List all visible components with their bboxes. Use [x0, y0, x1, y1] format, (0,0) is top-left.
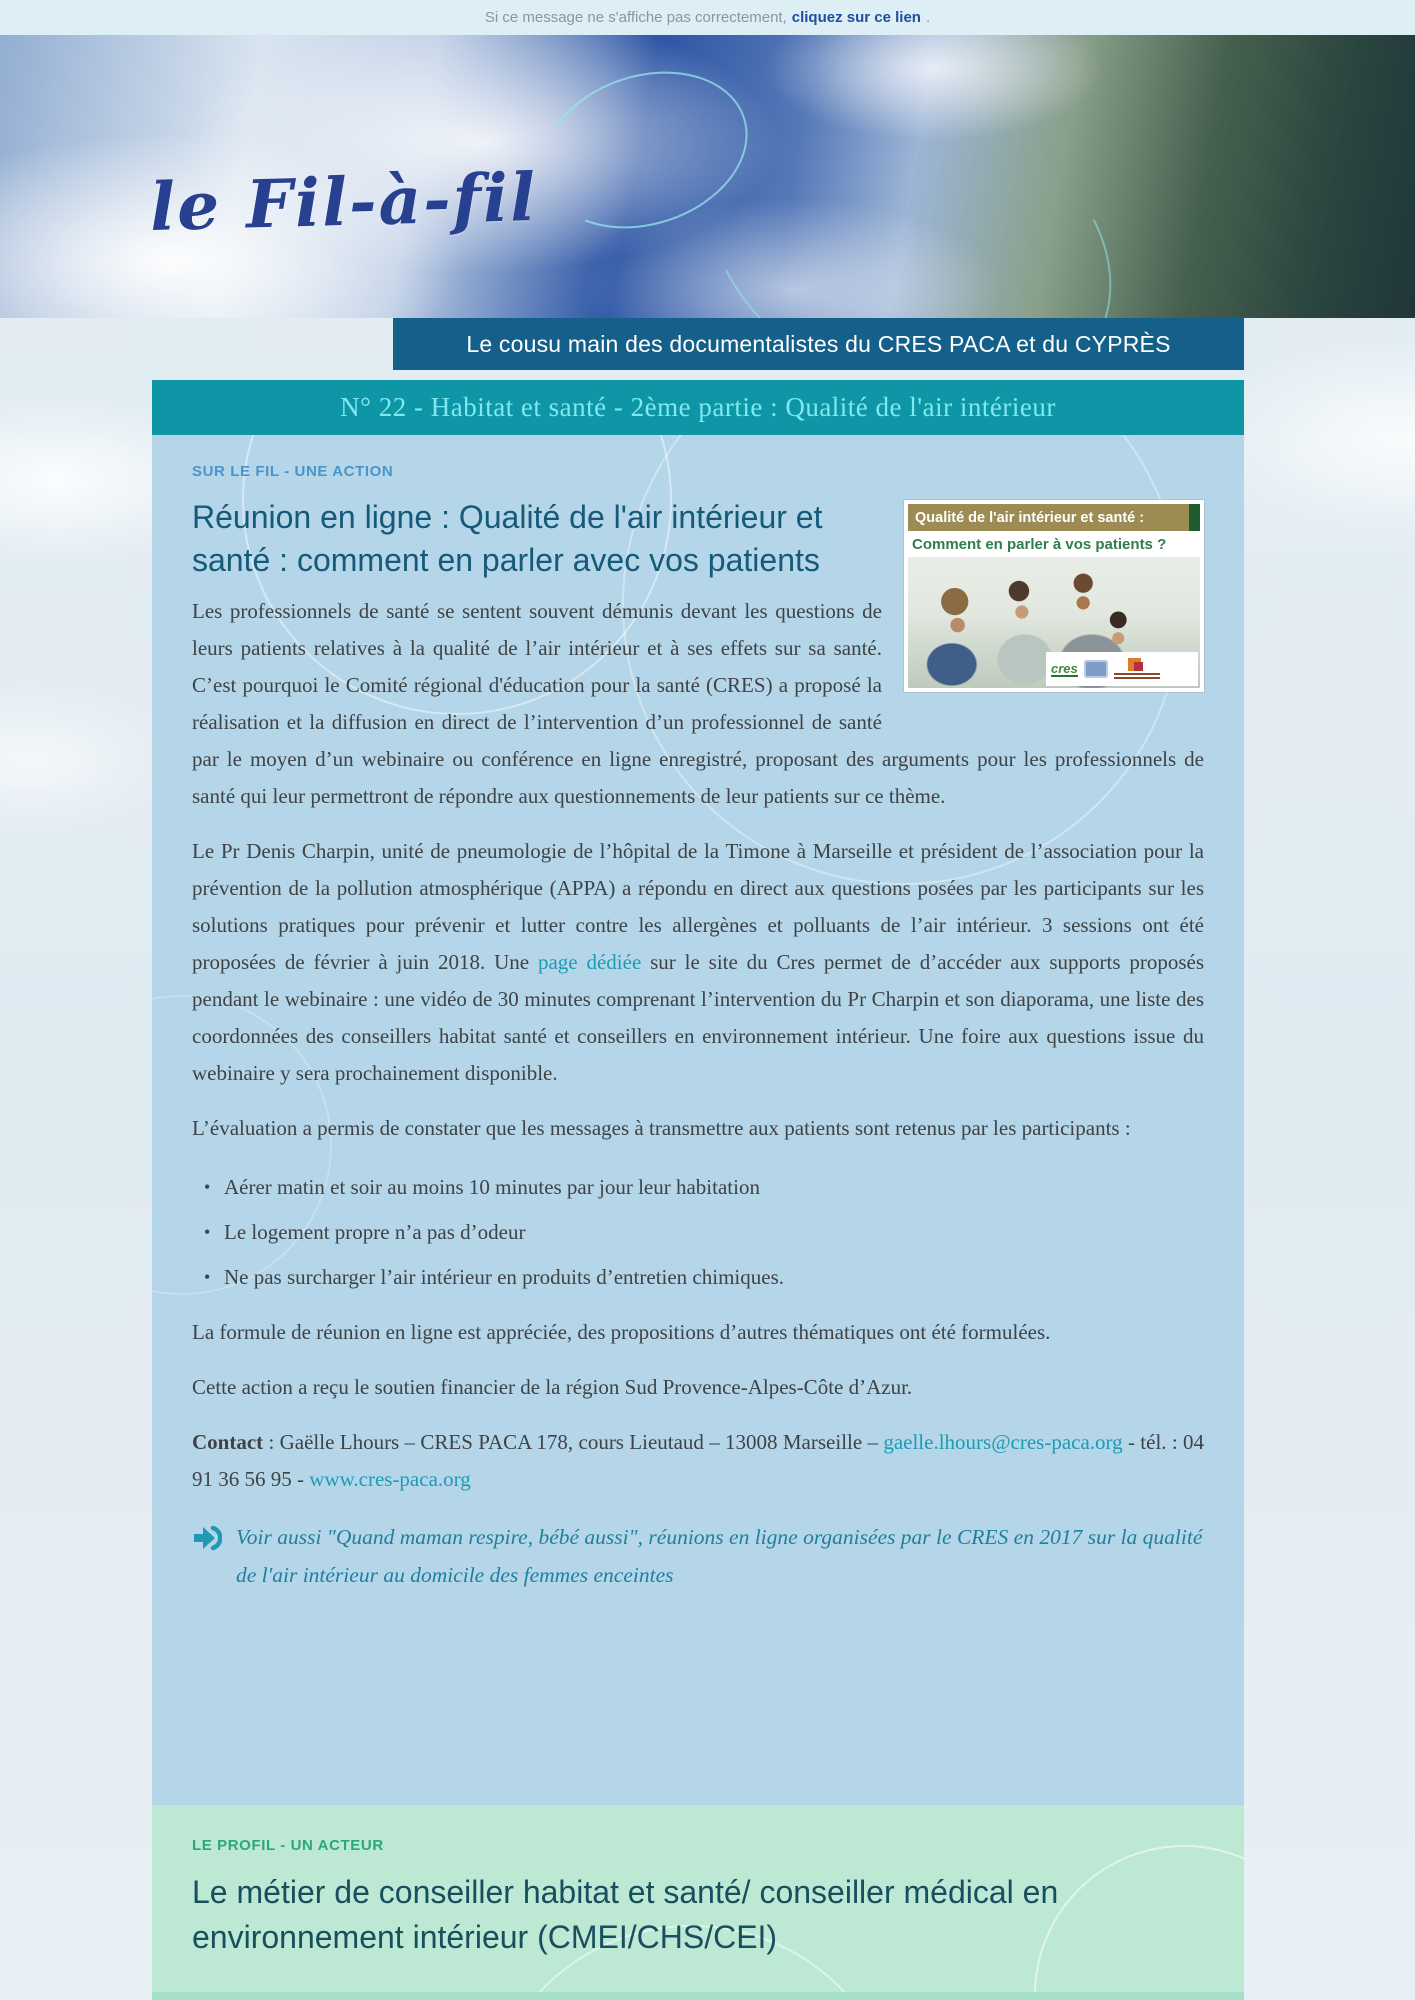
appa-logo — [1084, 660, 1108, 678]
cres-logo: cres — [1051, 660, 1078, 676]
section-label: LE PROFIL - UN ACTEUR — [192, 1837, 384, 1854]
article-title: Réunion en ligne : Qualité de l'air intérieur et santé : comment en parler avec vos patients — [192, 499, 823, 578]
promo-title-line2: Comment en parler à vos patients ? — [908, 531, 1200, 557]
paragraph-4: La formule de réunion en ligne est appréciée, des propositions d’autres thématiques ont été formulées. — [192, 1320, 1051, 1345]
header-photo — [0, 35, 1415, 318]
profile-title: Le métier de conseiller habitat et santé/ conseiller médical en environnement intérieur (CMEI/CHS/CEI) — [192, 1874, 1059, 1955]
contact-separator: : — [263, 1430, 280, 1455]
paragraph-2-text: Le Pr Denis Charpin, unité de pneumologie de l’hôpital de la Timone à Marseille et président de l’association pour la prévention de la pollution atmosphérique (APPA) a répondu en direct aux questions posées par les participants sur les solutions pratiques pour prévenir et lutter contre les allergènes et polluants de l’air intérieur. 3 sessions ont été proposées de février à juin 2018. Une — [192, 839, 1204, 975]
key-messages-list — [198, 1169, 1204, 1296]
see-also-text: Voir aussi "Quand maman respire, bébé aussi", réunions en ligne organisées par le CRES en 2017 sur la qualité de l'air intérieur au domicile des femmes enceintes — [236, 1525, 1203, 1588]
paragraph-2 — [192, 833, 1204, 1092]
view-online-bar — [0, 0, 1415, 35]
promo-title-bar — [908, 504, 1200, 531]
list-item: • Le logement propre n’a pas d’odeur — [198, 1214, 1204, 1251]
paragraph-2-text: sur le site du Cres permet de d’accéder aux supports proposés pendant le webinaire : une vidéo de 30 minutes comprenant l’intervention du Pr Charpin et son diaporama, une liste des coordonnées des conseillers habitat santé et conseillers en environnement intérieur. Une foire aux questions issue du webinaire y sera prochainement disponible. — [192, 950, 1204, 1086]
family-photo — [908, 557, 1200, 688]
see-also-row — [192, 1518, 1204, 1594]
promo-title-line1: Qualité de l'air intérieur et santé : — [915, 509, 1145, 526]
contact-line — [192, 1424, 1204, 1498]
action-section — [152, 435, 1244, 1805]
contact-label: Contact — [192, 1430, 264, 1455]
promo-logos-strip — [1046, 652, 1198, 686]
contact-text: Gaëlle Lhours – CRES PACA 178, cours Lieutaud – 13008 Marseille – — [279, 1430, 884, 1455]
newsletter-logo: le Fil-à-fil — [149, 157, 539, 247]
region-sud-logo — [1114, 658, 1160, 680]
website-link[interactable]: www.cres-paca.org — [309, 1467, 471, 1492]
notice-text: Si ce message ne s'affiche pas correctement, — [484, 9, 787, 26]
paragraph-5: Cette action a reçu le soutien financier de la région Sud Provence-Alpes-Côte d’Azur. — [192, 1375, 913, 1400]
banner-row — [0, 318, 1415, 372]
issue-title-bar: N° 22 - Habitat et santé - 2ème partie : Qualité de l'air intérieur — [152, 380, 1244, 435]
notice-suffix: . — [925, 9, 931, 26]
section-label: SUR LE FIL - UNE ACTION — [192, 463, 394, 480]
list-item: • Ne pas surcharger l’air intérieur en produits d’entretien chimiques. — [198, 1259, 1204, 1296]
view-online-link[interactable]: cliquez sur ce lien — [791, 9, 921, 26]
contact-email-link[interactable]: gaelle.lhours@cres-paca.org — [883, 1430, 1123, 1455]
list-item: • Aérer matin et soir au moins 10 minutes par jour leur habitation — [198, 1169, 1204, 1206]
bottom-strip — [152, 1992, 1244, 2000]
webinar-promo-image[interactable] — [904, 500, 1204, 692]
decorative-swirl — [657, 35, 1163, 318]
dedicated-page-link[interactable]: page dédiée — [537, 950, 642, 975]
paragraph-3: L’évaluation a permis de constater que les messages à transmettre aux patients sont retenus par les participants : — [192, 1116, 1131, 1141]
arrow-icon — [192, 1524, 222, 1552]
banner-tagline: Le cousu main des documentalistes du CRES PACA et du CYPRÈS — [393, 318, 1244, 370]
profile-section — [152, 1805, 1244, 1992]
decorative-swirl — [522, 46, 768, 254]
paragraph-1: Les professionnels de santé se sentent souvent démunis devant les questions de leurs patients relatives à la qualité de l’air intérieur et à ses effets sur sa santé. C’est pourquoi le Comité régional d'éducation pour la santé (CRES) a proposé la réalisation et la diffusion en direct de l’intervention d’un professionnel de santé par le moyen d’un webinaire ou conférence en ligne enregistré, proposant des arguments pour les professionnels de santé qui leur permettront de répondre aux questionnements de leur patients sur ce thème. — [192, 599, 1204, 809]
promo-accent-block — [1189, 504, 1200, 531]
contact-phone: - tél. : 04 91 36 56 95 - — [192, 1430, 1204, 1492]
